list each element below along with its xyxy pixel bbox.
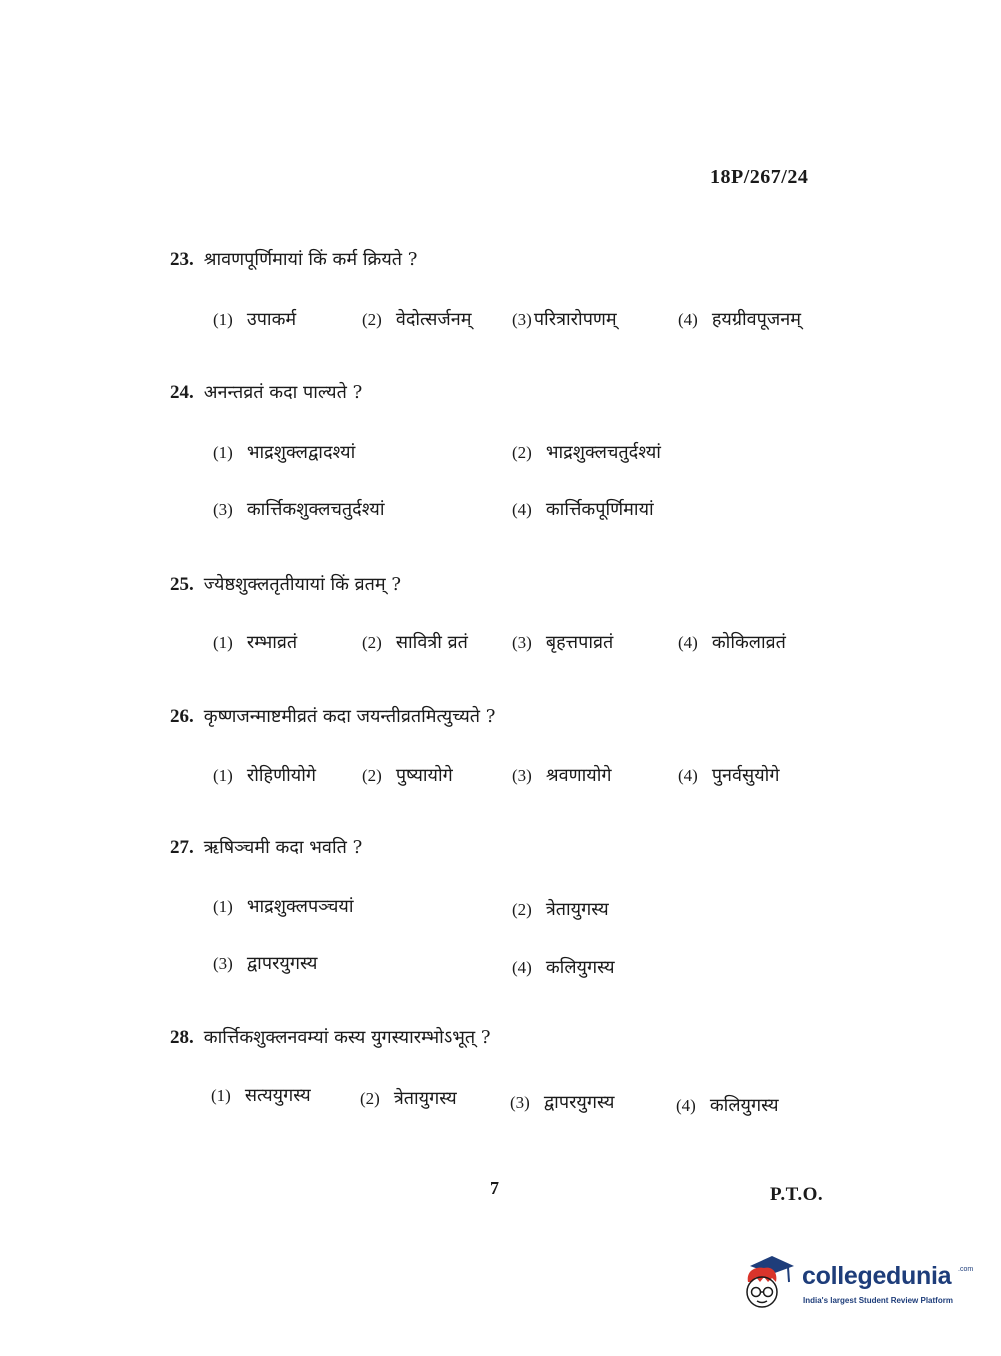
option-text: उपाकर्म [246,309,297,330]
question-text: श्रावणपूर्णिमायां किं कर्म क्रियते ? [203,249,418,270]
question-number: 26. [170,706,194,727]
option-number: (4) [678,766,698,785]
option-25-2[interactable] [362,630,468,654]
question-27 [170,835,362,859]
question-26 [170,704,495,728]
option-number: (1) [213,766,233,785]
option-number: (4) [678,633,698,652]
option-text: भाद्रशुक्लपञ्चयां [246,896,354,917]
option-24-3[interactable] [213,497,385,521]
option-24-4[interactable] [512,497,654,521]
option-23-3[interactable] [512,307,617,331]
option-text: कार्त्तिकपूर्णिमायां [545,499,654,520]
option-text: द्वापरयुगस्य [246,953,318,974]
option-23-4[interactable] [678,307,801,331]
option-number: (1) [211,1086,231,1105]
option-text: रम्भाव्रतं [246,632,298,653]
option-number: (2) [362,310,382,329]
option-28-3[interactable] [510,1090,614,1114]
option-text: द्वापरयुगस्य [543,1092,615,1113]
option-number: (2) [512,900,532,919]
question-text: ज्येष्ठशुक्लतृतीयायां किं व्रतम् ? [203,574,402,595]
option-text: पुष्यायोगे [395,765,453,786]
brand-suffix: .com [958,1266,974,1273]
option-27-4[interactable] [512,955,615,979]
question-number: 23. [170,249,194,270]
option-number: (3) [512,310,532,329]
option-number: (1) [213,443,233,462]
question-25 [170,572,401,596]
option-text: सत्ययुगस्य [244,1085,311,1106]
option-number: (2) [362,633,382,652]
option-text: परित्रारोपणम् [533,309,617,330]
question-24 [170,380,362,404]
option-25-1[interactable] [213,630,297,654]
pto-label: P.T.O. [770,1184,824,1205]
option-number: (3) [512,633,532,652]
option-24-1[interactable] [213,440,355,464]
option-text: हयग्रीवपूजनम् [711,309,801,330]
option-text: कार्त्तिकशुक्लचतुर्दश्यां [246,499,385,520]
option-28-4[interactable] [676,1093,779,1117]
option-number: (1) [213,633,233,652]
option-number: (3) [512,766,532,785]
brand-tagline: India's largest Student Review Platform [803,1296,953,1305]
option-28-2[interactable] [360,1086,457,1110]
question-number: 25. [170,574,194,595]
option-text: बृहत्तपाव्रतं [545,632,614,653]
graduate-mascot-icon [742,1252,794,1308]
option-24-2[interactable] [512,440,661,464]
option-number: (2) [512,443,532,462]
question-text: कृष्णजन्माष्टमीव्रतं कदा जयन्तीव्रतमित्युच्यते ? [203,706,496,727]
option-26-1[interactable] [213,763,316,787]
option-text: कलियुगस्य [545,957,615,978]
paper-code: 18P/267/24 [710,166,809,188]
option-text: वेदोत्सर्जनम् [395,309,472,330]
question-number: 24. [170,382,194,403]
question-28 [170,1025,491,1049]
collegedunia-watermark [742,1252,972,1312]
option-text: पुनर्वसुयोगे [711,765,780,786]
option-26-4[interactable] [678,763,779,787]
option-number: (1) [213,310,233,329]
option-25-3[interactable] [512,630,613,654]
option-text: त्रेतायुगस्य [545,899,609,920]
option-text: श्रवणायोगे [545,765,612,786]
option-text: त्रेतायुगस्य [393,1088,457,1109]
question-text: कार्त्तिकशुक्लनवम्यां कस्य युगस्यारम्भोऽभूत् ? [203,1027,491,1048]
option-text: भाद्रशुक्लद्वादश्यां [246,442,356,463]
option-27-3[interactable] [213,951,317,975]
option-number: (4) [512,500,532,519]
option-26-2[interactable] [362,763,453,787]
option-23-2[interactable] [362,307,471,331]
question-text: ऋषिञ्चमी कदा भवति ? [203,837,363,858]
option-number: (4) [678,310,698,329]
question-text: अनन्तव्रतं कदा पाल्यते ? [203,382,363,403]
option-23-1[interactable] [213,307,296,331]
brand-name: collegedunia [802,1262,952,1290]
option-number: (4) [512,958,532,977]
option-26-3[interactable] [512,763,612,787]
option-number: (2) [362,766,382,785]
question-number: 27. [170,837,194,858]
option-number: (3) [213,954,233,973]
option-number: (2) [360,1089,380,1108]
option-number: (4) [676,1096,696,1115]
option-text: भाद्रशुक्लचतुर्दश्यां [545,442,661,463]
option-text: सावित्री व्रतं [395,632,468,653]
question-number: 28. [170,1027,194,1048]
option-number: (1) [213,897,233,916]
option-27-2[interactable] [512,897,609,921]
option-number: (3) [510,1093,530,1112]
option-number: (3) [213,500,233,519]
option-text: कोकिलाव्रतं [711,632,786,653]
question-23 [170,247,417,271]
option-28-1[interactable] [211,1083,311,1107]
option-text: रोहिणीयोगे [246,765,316,786]
option-27-1[interactable] [213,894,353,918]
page-number: 7 [490,1178,499,1198]
option-25-4[interactable] [678,630,786,654]
option-text: कलियुगस्य [709,1095,779,1116]
